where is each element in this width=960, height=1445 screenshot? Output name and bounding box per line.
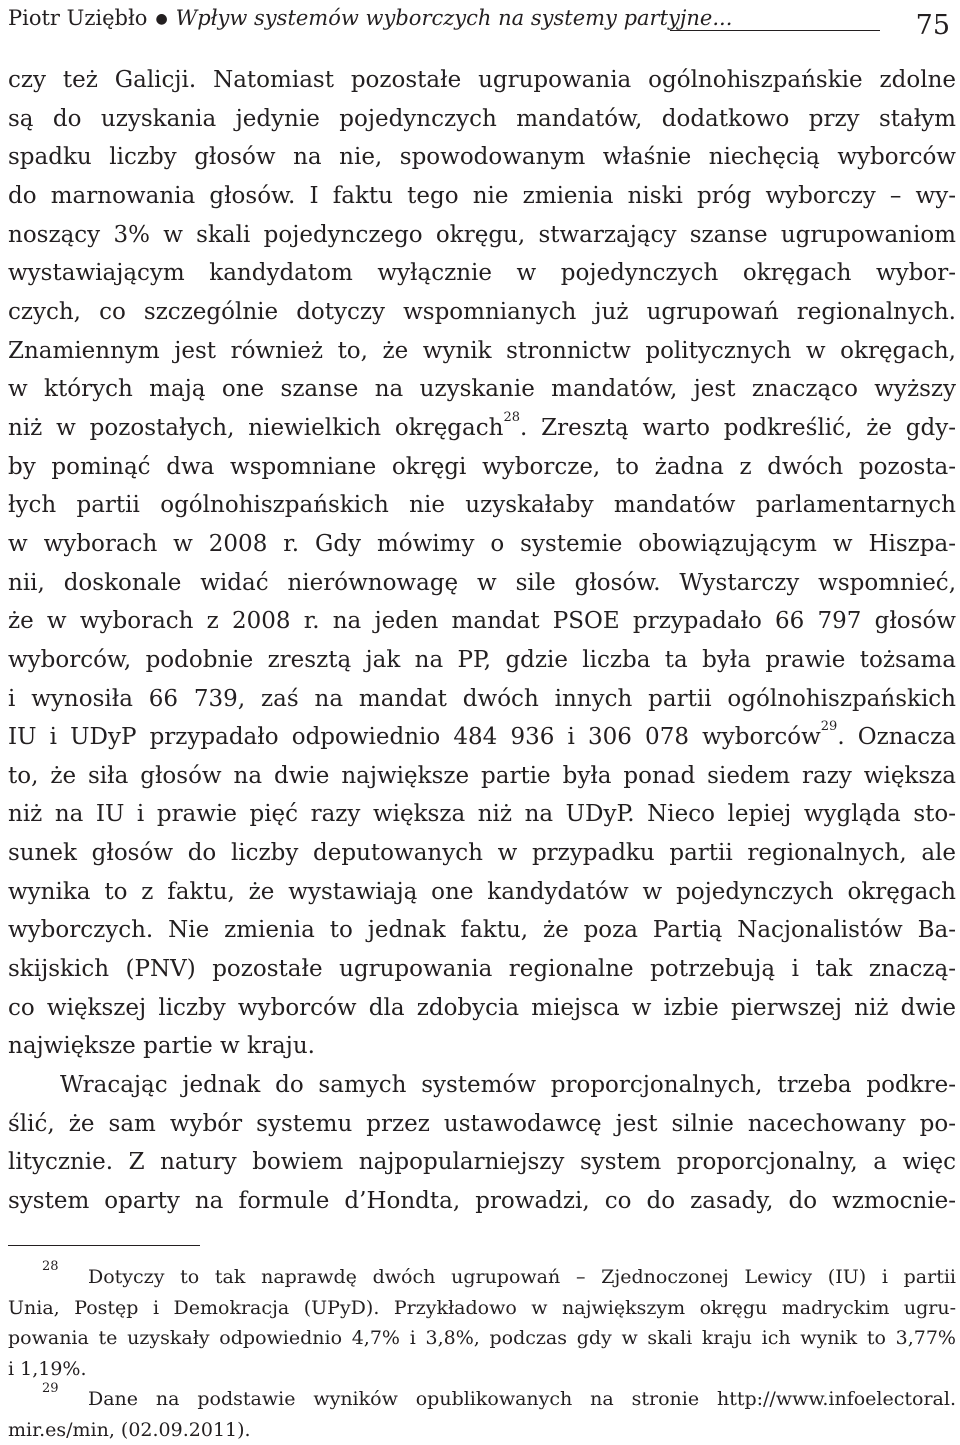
text-segment: Zresztą warto podkreślić, że gdy-: [541, 415, 956, 441]
footnote-link-text[interactable]: Dane na podstawie wyników opublikowanych na stronie http://www.infoelectoral.: [88, 1388, 956, 1410]
text-segment: niż w pozostałych, niewielkich okręgach: [8, 415, 503, 441]
footnote-separator: [8, 1245, 200, 1246]
text-line: IU i UDyP przypadało odpowiednio 484 936 i 306 078 wyborców$^{29}$. Oznacza: [8, 718, 956, 757]
text-line: wyborców, podobnie zresztą jak na PP, gdzie liczba ta była prawie tożsama: [8, 641, 956, 680]
text-segment: IU i UDyP przypadało odpowiednio 484 936 i 306 078 wyborców: [8, 724, 821, 750]
text-line: i wynosiła 66 739, zaś na mandat dwóch innych partii ogólnohiszpańskich: [8, 680, 956, 719]
text-line: wystawiającym kandydatom wyłącznie w pojedynczych okręgach wybor-: [8, 254, 956, 293]
text-line: niż w pozostałych, niewielkich okręgach$^{28}$. Zresztą warto podkreślić, że gdy-: [8, 409, 956, 448]
footnote-number: 29: [8, 1384, 88, 1415]
text-line: skijskich (PNV) pozostałe ugrupowania regionalne potrzebują i tak znaczą-: [8, 950, 956, 989]
footnote-text: Dotyczy to tak naprawdę dwóch ugrupowań – Zjednoczonej Lewicy (IU) i partii: [88, 1266, 956, 1288]
footnote-line: [8, 1384, 956, 1415]
footnotes: [8, 1262, 956, 1445]
footnote-line: powania te uzyskały odpowiednio 4,7% i 3,8%, podczas gdy w skali kraju ich wynik to 3,77%: [8, 1323, 956, 1354]
text-line: że w wyborach z 2008 r. na jeden mandat PSOE przypadało 66 797 głosów: [8, 602, 956, 641]
text-line: to, że siła głosów na dwie największe partie była ponad siedem razy większa: [8, 757, 956, 796]
text-line: do marnowania głosów. I faktu tego nie zmienia niski próg wyborczy – wy-: [8, 177, 956, 216]
footnote-line: Unia, Postęp i Demokracja (UPyD). Przykładowo w największym okręgu madryckim ugru-: [8, 1293, 956, 1324]
running-header-text: [8, 6, 732, 30]
text-line: wynika to z faktu, że wystawiają one kandydatów w pojedynczych okręgach: [8, 873, 956, 912]
footnote-line: i 1,19%.: [8, 1354, 956, 1385]
text-line: są do uzyskania jedynie pojedynczych mandatów, dodatkowo przy stałym: [8, 100, 956, 139]
text-segment: Oznacza: [858, 724, 956, 750]
text-line: łych partii ogólnohiszpańskich nie uzyskałaby mandatów parlamentarnych: [8, 486, 956, 525]
footnote-ref-29[interactable]: 29: [821, 719, 838, 734]
text-line: nii, doskonale widać nierównowagę w sile głosów. Wystarczy wspomnieć,: [8, 564, 956, 603]
text-line: co większej liczby wyborców dla zdobycia miejsca w izbie pierwszej niż dwie: [8, 989, 956, 1028]
text-line: czych, co szczególnie dotyczy wspomnianych już ugrupowań regionalnych.: [8, 293, 956, 332]
text-line: Wracając jednak do samych systemów proporcjonalnych, trzeba podkre-: [8, 1066, 956, 1105]
text-line: czy też Galicji. Natomiast pozostałe ugrupowania ogólnohiszpańskie zdolne: [8, 61, 956, 100]
text-line: by pominąć dwa wspomniane okręgi wyborcze, to żadna z dwóch pozosta-: [8, 448, 956, 487]
text-line: litycznie. Z natury bowiem najpopularniejszy system proporcjonalny, a więc: [8, 1143, 956, 1182]
bullet-separator: ●: [155, 11, 167, 27]
text-line: w wyborach w 2008 r. Gdy mówimy o systemie obowiązującym w Hiszpa-: [8, 525, 956, 564]
text-line: największe partie w kraju.: [8, 1027, 956, 1066]
text-line: sunek głosów do liczby deputowanych w przypadku partii regionalnych, ale: [8, 834, 956, 873]
text-line: niż na IU i prawie pięć razy większa niż na UDyP. Nieco lepiej wygląda sto-: [8, 795, 956, 834]
author-name: Piotr Uziębło: [8, 6, 147, 30]
text-line: Znamiennym jest również to, że wynik stronnictw politycznych w okręgach,: [8, 332, 956, 371]
text-line: noszący 3% w skali pojedynczego okręgu, stwarzający szanse ugrupowaniom: [8, 216, 956, 255]
footnote-line: mir.es/min, (02.09.2011).: [8, 1415, 956, 1445]
footnote-number: 28: [8, 1262, 88, 1293]
text-line: system oparty na formule d’Hondta, prowadzi, co do zasady, do wzmocnie-: [8, 1182, 956, 1221]
running-title: Wpływ systemów wyborczych na systemy partyjne...: [176, 6, 733, 30]
running-header: [8, 0, 952, 46]
text-line: wyborczych. Nie zmienia to jednak faktu, że poza Partią Nacjonalistów Ba-: [8, 911, 956, 950]
page-number: 75: [916, 10, 950, 41]
footnote-ref-28[interactable]: 28: [503, 410, 520, 425]
text-line: ślić, że sam wybór systemu przez ustawodawcę jest silnie nacechowany po-: [8, 1105, 956, 1144]
header-rule: [670, 30, 880, 31]
text-line: spadku liczby głosów na nie, spowodowanym właśnie niechęcią wyborców: [8, 138, 956, 177]
text-line: w których mają one szanse na uzyskanie mandatów, jest znacząco wyższy: [8, 370, 956, 409]
body-text: [8, 61, 956, 1221]
footnote-line: [8, 1262, 956, 1293]
